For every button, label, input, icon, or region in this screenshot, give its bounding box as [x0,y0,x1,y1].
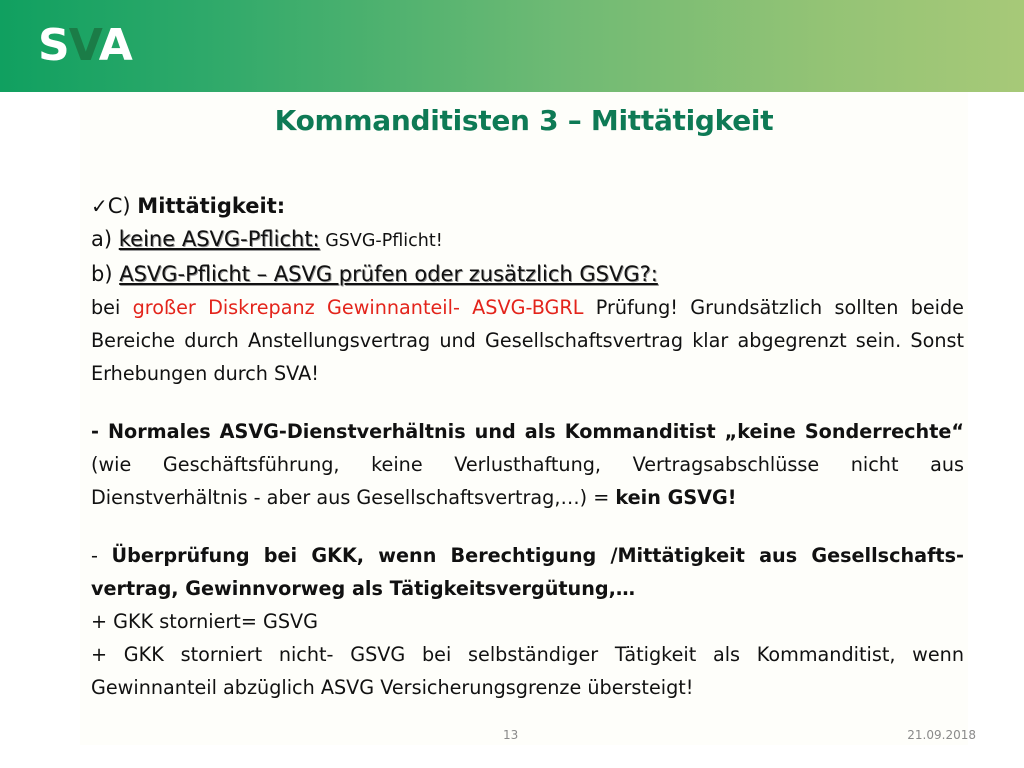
paragraph-5: + GKK storniert nicht- GSVG bei selbständiger Tätigkeit als Kommanditist, wenn Gewinnanteil abzüglich ASVG Versicherungsgrenze übersteigt! [91,643,964,699]
p1-highlight: großer Diskrepanz Gewinnanteil- ASVG-BGRL [132,296,584,319]
sva-logo [38,20,132,71]
checkmark-icon: ✓ [91,194,108,218]
footer-date: 21.09.2018 [907,728,976,742]
logo-v: V [68,20,99,71]
p3-dash: - [91,544,112,567]
point-a-prefix: a) [91,227,119,251]
paragraph-1 [91,291,964,390]
point-c-label: Mittätigkeit: [137,194,286,218]
page-number: 13 [503,728,519,742]
point-a [91,223,964,258]
point-c [91,190,964,223]
logo-a: A [98,20,132,71]
point-a-label: keine ASVG-Pflicht: [118,227,320,251]
paragraph-3 [91,539,964,605]
point-b-prefix: b) [91,262,120,286]
slide-body [91,190,964,704]
p1-rest: Prüfung! Grundsätzlich sollten beide Bereiche durch Anstellungsvertrag und Gesellschaftsvertrag klar abgegrenzt sein. Sonst Erhebungen durch SVA! [91,296,964,385]
point-b-label: ASVG-Pflicht – ASVG prüfen oder zusätzlich GSVG?: [119,262,658,286]
point-a-rest: GSVG-Pflicht! [319,231,443,251]
paragraph-2 [91,415,964,514]
spacer [91,390,964,415]
p2-bold: - Normales ASVG-Dienstverhältnis und als Kommanditist „keine Sonderrechte“ [91,420,964,443]
slide-title: Kommanditisten 3 – Mittätigkeit [274,104,774,137]
paragraph-4: + GKK storniert= GSVG [91,610,319,633]
p2-rest: (wie Geschäftsführung, keine Verlusthaftung, Vertragsabschlüsse nicht aus Dienstverhältnis - aber aus Gesellschaftsvertrag,…) = [91,453,964,509]
spacer [91,514,964,539]
point-c-prefix: C) [107,194,138,218]
header-bar [0,0,1024,92]
p1-start: bei [91,296,133,319]
p3-bold: Überprüfung bei GKK, wenn Berechtigung /Mittätigkeit aus Gesellschafts-vertrag, Gewinnvorweg als Tätigkeitsvergütung,… [91,544,964,600]
logo-s: S [38,20,69,71]
point-b [91,258,964,291]
p2-end-bold: kein GSVG! [615,486,737,509]
